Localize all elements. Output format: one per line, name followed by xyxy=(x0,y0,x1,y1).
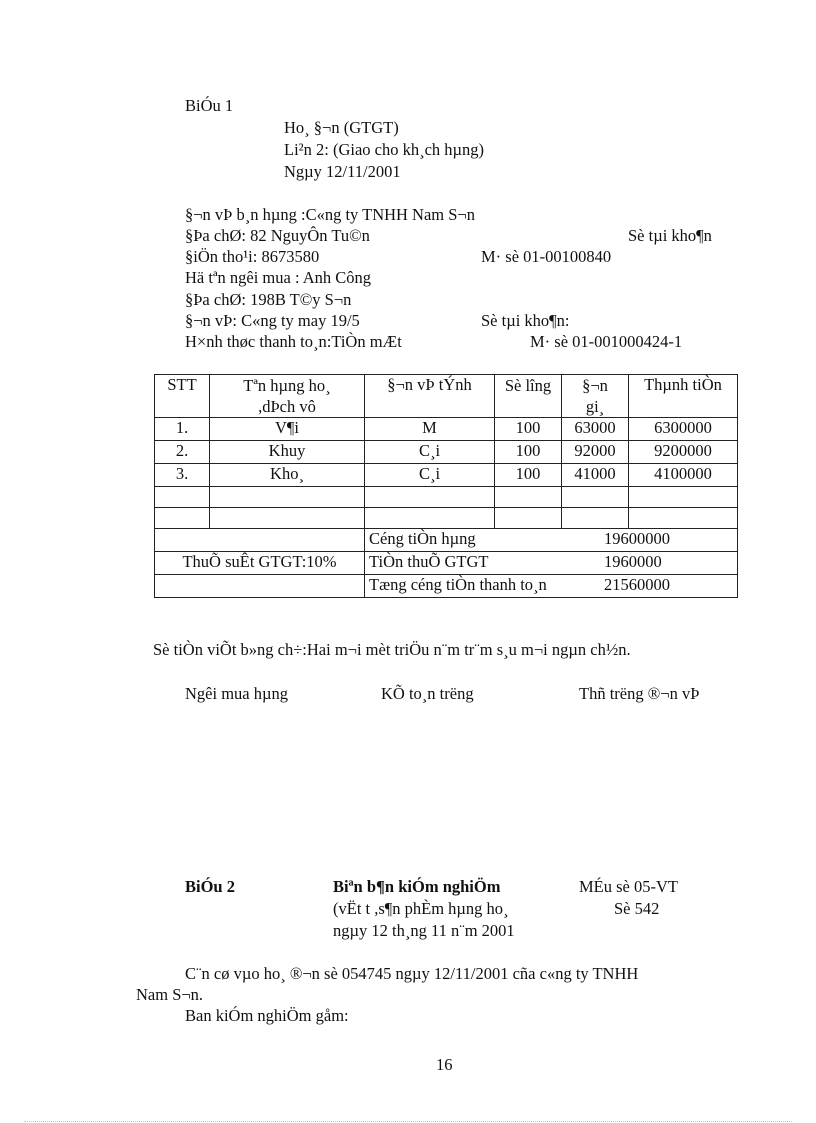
form2-date: ngµy 12 th¸ng 11 n¨m 2001 xyxy=(333,921,515,940)
table-row xyxy=(155,441,738,464)
basis-line-1: C¨n cø vµo ho¸ ®¬n sè 054745 ngµy 12/11/2001 cña c«ng ty TNHH xyxy=(185,964,639,983)
bieu-2-label: BiÓu 2 xyxy=(185,877,235,896)
vat-row xyxy=(155,552,738,575)
buyer-name: Hä tªn ngêi mua : Anh Công xyxy=(185,268,372,287)
vat-rate: ThuÕ suÊt GTGT:10% xyxy=(155,552,365,575)
buyer-account: Sè tµi kho¶n: xyxy=(481,311,570,330)
page-bottom-divider xyxy=(24,1121,792,1122)
header-goods-name: Tªn hµng ho¸ ,dÞch vô xyxy=(210,375,365,418)
blank-row xyxy=(155,487,738,508)
row-2-price: 92000 xyxy=(562,441,629,464)
table-row xyxy=(155,464,738,487)
buyer-address: §Þa chØ: 198B T©y S¬n xyxy=(185,290,352,309)
row-2-amount: 9200000 xyxy=(629,441,738,464)
row-1-price: 63000 xyxy=(562,418,629,441)
header-unit: §¬n vÞ tÝnh xyxy=(365,375,495,418)
row-1-name: V¶i xyxy=(210,418,365,441)
subtotal-value: 19600000 xyxy=(604,529,670,548)
header-stt: STT xyxy=(155,375,210,418)
subtotal-row xyxy=(155,529,738,552)
row-3-price: 41000 xyxy=(562,464,629,487)
row-2-quantity: 100 xyxy=(495,441,562,464)
row-3-quantity: 100 xyxy=(495,464,562,487)
blank-row xyxy=(155,508,738,529)
row-1-stt: 1. xyxy=(155,418,210,441)
total-label: Tæng céng tiÒn thanh to¸n xyxy=(369,575,547,594)
row-1-unit: M xyxy=(365,418,495,441)
copy-line: Li²n 2: (Giao cho kh¸ch hµng) xyxy=(284,140,485,159)
seller-name: §¬n vÞ b¸n hµng :C«ng ty TNHH Nam S¬n xyxy=(185,205,475,224)
total-row xyxy=(155,575,738,598)
payment-method: H×nh thøc thanh to¸n:TiÒn mÆt xyxy=(185,332,402,351)
header-amount: Thµnh tiÒn xyxy=(629,375,738,418)
seller-phone: §iÖn tho¹i: 8673580 xyxy=(185,247,320,266)
row-1-quantity: 100 xyxy=(495,418,562,441)
table-row xyxy=(155,418,738,441)
seller-address: §Þa chØ: 82 NguyÔn Tu©n xyxy=(185,226,370,245)
row-3-unit: C¸i xyxy=(365,464,495,487)
subtotal-label: Céng tiÒn hµng xyxy=(369,529,476,548)
committee-line: Ban kiÓm nghiÖm gåm: xyxy=(185,1006,349,1025)
basis-line-2: Nam S¬n. xyxy=(136,985,204,1004)
seller-account: Sè tµi kho¶n xyxy=(628,226,712,245)
form2-number: Sè 542 xyxy=(614,899,660,918)
document-type: Ho¸ §¬n (GTGT) xyxy=(284,118,399,137)
row-3-stt: 3. xyxy=(155,464,210,487)
signature-head: Thñ trëng ®¬n vÞ xyxy=(579,684,700,703)
buyer-tax-code: M· sè 01-001000424-1 xyxy=(530,332,683,351)
signature-buyer: Ngêi mua hµng xyxy=(185,684,288,703)
vat-value: 1960000 xyxy=(604,552,662,571)
row-1-amount: 6300000 xyxy=(629,418,738,441)
table-header-row xyxy=(155,375,738,418)
header-quantity: Sè lîng xyxy=(495,375,562,418)
form2-title: Biªn b¶n kiÓm nghiÖm xyxy=(333,877,501,896)
vat-label: TiÒn thuÕ GTGT xyxy=(369,552,489,571)
row-2-name: Khuy xyxy=(210,441,365,464)
row-2-stt: 2. xyxy=(155,441,210,464)
invoice-table xyxy=(154,374,738,598)
bieu-1-label: BiÓu 1 xyxy=(185,96,234,115)
buyer-unit: §¬n vÞ: C«ng ty may 19/5 xyxy=(185,311,360,330)
total-value: 21560000 xyxy=(604,575,670,594)
invoice-date: Ngµy 12/11/2001 xyxy=(284,162,401,181)
header-unit-price: §¬n gi¸ xyxy=(562,375,629,418)
row-3-name: Kho¸ xyxy=(210,464,365,487)
seller-tax-code: M· sè 01-00100840 xyxy=(481,247,612,266)
amount-in-words: Sè tiÒn viÕt b»ng ch÷:Hai m¬i mèt triÖu n¨m tr¨m s¸u m¬i ngµn ch½n. xyxy=(153,640,631,659)
signature-accountant: KÕ to¸n trëng xyxy=(381,684,474,703)
form2-form-number: MÉu sè 05-VT xyxy=(579,877,678,896)
page-number: 16 xyxy=(436,1055,453,1074)
row-3-amount: 4100000 xyxy=(629,464,738,487)
row-2-unit: C¸i xyxy=(365,441,495,464)
form2-subtitle: (vËt t ,s¶n phÈm hµng ho¸ xyxy=(333,899,509,918)
